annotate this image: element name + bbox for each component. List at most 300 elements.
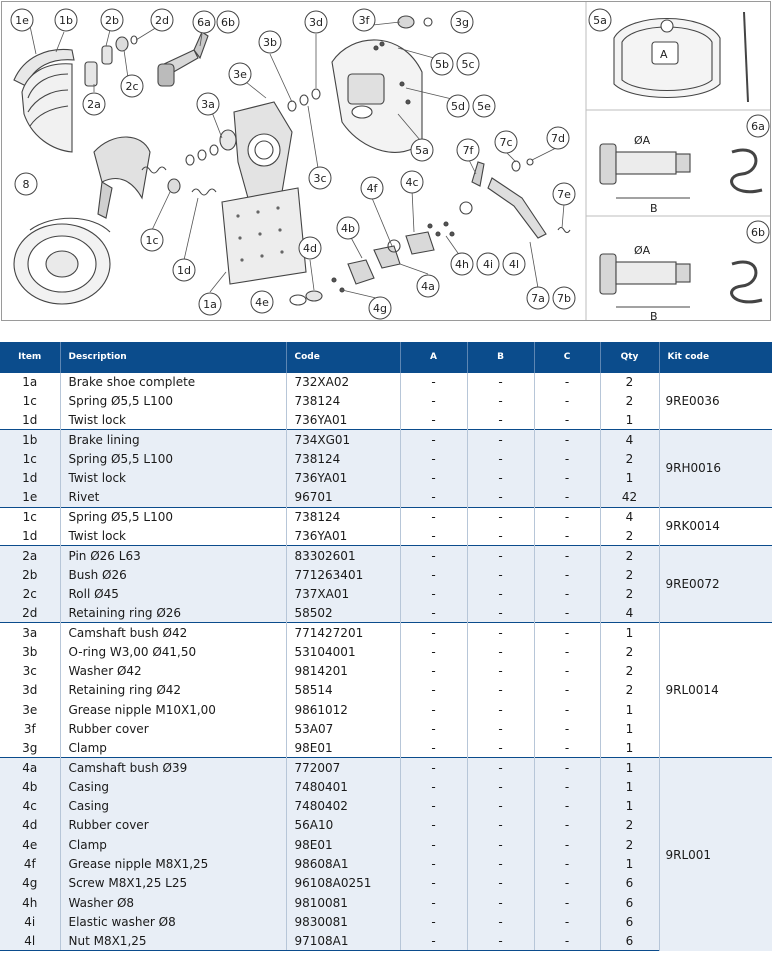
cell-c: -	[534, 739, 600, 758]
header-c: C	[534, 342, 600, 372]
cell-b: -	[467, 719, 534, 738]
diagram-artwork	[2, 2, 771, 321]
cell-c: -	[534, 507, 600, 526]
dim-diameter-a-6a: ØA	[634, 134, 651, 147]
callout-1c	[141, 229, 163, 251]
svg-text:2c: 2c	[125, 80, 139, 93]
cell-code: 53104001	[286, 642, 400, 661]
svg-text:2a: 2a	[87, 98, 101, 111]
cell-item: 4g	[0, 874, 60, 893]
cell-qty: 42	[600, 488, 659, 507]
cell-code: 98E01	[286, 739, 400, 758]
svg-text:3g: 3g	[455, 16, 469, 29]
cell-b: -	[467, 411, 534, 430]
table-row	[0, 449, 772, 468]
cell-a: -	[400, 449, 467, 468]
cell-qty: 2	[600, 681, 659, 700]
table-row	[0, 604, 772, 623]
cell-code: 9814201	[286, 661, 400, 680]
svg-text:3c: 3c	[313, 172, 327, 185]
cell-item: 1d	[0, 411, 60, 430]
cell-qty: 1	[600, 739, 659, 758]
cell-a: -	[400, 835, 467, 854]
cell-item: 2b	[0, 565, 60, 584]
svg-text:1a: 1a	[203, 298, 217, 311]
cell-b: -	[467, 546, 534, 565]
cell-code: 736YA01	[286, 468, 400, 487]
cell-b: -	[467, 835, 534, 854]
table-row	[0, 739, 772, 758]
cell-b: -	[467, 449, 534, 468]
cell-b: -	[467, 430, 534, 449]
table-row	[0, 719, 772, 738]
callout-4g	[369, 297, 391, 319]
cell-qty: 2	[600, 835, 659, 854]
cell-c: -	[534, 719, 600, 738]
callout-7a	[527, 287, 549, 309]
svg-text:8: 8	[22, 178, 30, 191]
cell-qty: 1	[600, 411, 659, 430]
callout-5e	[473, 95, 495, 117]
cell-qty: 6	[600, 912, 659, 931]
cell-a: -	[400, 912, 467, 931]
dim-diameter-a-6b: ØA	[634, 244, 651, 257]
cell-description: Rubber cover	[60, 719, 286, 738]
cell-qty: 2	[600, 546, 659, 565]
table-body	[0, 372, 772, 951]
table-row	[0, 681, 772, 700]
callout-4a	[417, 275, 439, 297]
cell-description: Twist lock	[60, 468, 286, 487]
svg-text:1c: 1c	[145, 234, 159, 247]
cell-item: 1c	[0, 507, 60, 526]
svg-text:3d: 3d	[309, 16, 323, 29]
cell-b: -	[467, 700, 534, 719]
table-row	[0, 932, 772, 951]
cell-item: 4l	[0, 932, 60, 951]
svg-text:2d: 2d	[155, 14, 169, 27]
cell-item: 3b	[0, 642, 60, 661]
cell-a: -	[400, 411, 467, 430]
cell-qty: 1	[600, 758, 659, 777]
cell-description: O-ring W3,00 Ø41,50	[60, 642, 286, 661]
callout-8	[15, 173, 37, 195]
callout-4l	[503, 253, 525, 275]
cell-a: -	[400, 874, 467, 893]
cell-description: Grease nipple M10X1,00	[60, 700, 286, 719]
svg-text:7f: 7f	[462, 144, 474, 157]
svg-text:3e: 3e	[233, 68, 247, 81]
cell-a: -	[400, 546, 467, 565]
cell-c: -	[534, 565, 600, 584]
svg-text:5a: 5a	[415, 144, 429, 157]
cell-qty: 2	[600, 661, 659, 680]
cell-a: -	[400, 526, 467, 545]
cell-b: -	[467, 681, 534, 700]
svg-text:3f: 3f	[358, 14, 370, 27]
cell-code: 96701	[286, 488, 400, 507]
cell-b: -	[467, 468, 534, 487]
cell-c: -	[534, 700, 600, 719]
cell-qty: 1	[600, 468, 659, 487]
cell-c: -	[534, 604, 600, 623]
svg-text:4b: 4b	[341, 222, 355, 235]
callout-4f	[361, 177, 383, 199]
cell-c: -	[534, 642, 600, 661]
svg-text:4a: 4a	[421, 280, 435, 293]
cell-a: -	[400, 604, 467, 623]
cell-c: -	[534, 681, 600, 700]
cell-b: -	[467, 816, 534, 835]
cell-code: 772007	[286, 758, 400, 777]
callout-6b-panel	[747, 221, 769, 243]
header-qty: Qty	[600, 342, 659, 372]
table-row	[0, 642, 772, 661]
cell-code: 734XG01	[286, 430, 400, 449]
cell-b: -	[467, 758, 534, 777]
svg-text:5b: 5b	[435, 58, 449, 71]
cell-code: 738124	[286, 507, 400, 526]
cell-c: -	[534, 893, 600, 912]
cell-description: Spring Ø5,5 L100	[60, 507, 286, 526]
svg-text:5e: 5e	[477, 100, 491, 113]
cell-item: 4e	[0, 835, 60, 854]
cell-description: Camshaft bush Ø42	[60, 623, 286, 642]
cell-a: -	[400, 565, 467, 584]
table-row	[0, 584, 772, 603]
cell-c: -	[534, 912, 600, 931]
cell-c: -	[534, 430, 600, 449]
cell-qty: 1	[600, 797, 659, 816]
cell-description: Roll Ø45	[60, 584, 286, 603]
cell-c: -	[534, 468, 600, 487]
cell-b: -	[467, 642, 534, 661]
callout-3a	[197, 93, 219, 115]
cell-description: Washer Ø8	[60, 893, 286, 912]
table-row	[0, 468, 772, 487]
callout-7d	[547, 127, 569, 149]
table-row	[0, 411, 772, 430]
parts-table	[0, 342, 772, 951]
cell-c: -	[534, 526, 600, 545]
svg-text:4e: 4e	[255, 296, 269, 309]
callout-3f	[353, 9, 375, 31]
cell-b: -	[467, 893, 534, 912]
svg-text:3b: 3b	[263, 36, 277, 49]
callout-6a-panel	[747, 115, 769, 137]
cell-item: 2d	[0, 604, 60, 623]
cell-description: Screw M8X1,25 L25	[60, 874, 286, 893]
callout-1d	[173, 259, 195, 281]
cell-code: 732XA02	[286, 372, 400, 391]
cell-a: -	[400, 623, 467, 642]
svg-text:4d: 4d	[303, 242, 317, 255]
cell-b: -	[467, 372, 534, 391]
svg-text:6b: 6b	[751, 226, 765, 239]
cell-a: -	[400, 642, 467, 661]
callout-5d	[447, 95, 469, 117]
callout-3e	[229, 63, 251, 85]
table-row	[0, 835, 772, 854]
cell-code: 83302601	[286, 546, 400, 565]
callout-6b	[217, 11, 239, 33]
cell-description: Elastic washer Ø8	[60, 912, 286, 931]
cell-code: 771263401	[286, 565, 400, 584]
cell-description: Camshaft bush Ø39	[60, 758, 286, 777]
svg-text:7a: 7a	[531, 292, 545, 305]
cell-item: 4f	[0, 854, 60, 873]
svg-text:4h: 4h	[455, 258, 469, 271]
callout-1e	[11, 9, 33, 31]
cell-a: -	[400, 488, 467, 507]
cell-item: 2a	[0, 546, 60, 565]
cell-item: 3g	[0, 739, 60, 758]
cell-kit-code: 9RH0016	[659, 430, 772, 507]
header-description: Description	[60, 342, 286, 372]
cell-description: Retaining ring Ø42	[60, 681, 286, 700]
cell-item: 4i	[0, 912, 60, 931]
cell-b: -	[467, 874, 534, 893]
callout-2a	[83, 93, 105, 115]
table-row	[0, 758, 772, 777]
cell-a: -	[400, 584, 467, 603]
cell-item: 4a	[0, 758, 60, 777]
cell-description: Pin Ø26 L63	[60, 546, 286, 565]
cell-item: 1b	[0, 430, 60, 449]
table-header	[0, 342, 772, 372]
cell-a: -	[400, 719, 467, 738]
callout-5b	[431, 53, 453, 75]
cell-qty: 6	[600, 932, 659, 951]
cell-qty: 2	[600, 526, 659, 545]
cell-item: 3e	[0, 700, 60, 719]
cell-c: -	[534, 623, 600, 642]
cell-description: Grease nipple M8X1,25	[60, 854, 286, 873]
cell-code: 9861012	[286, 700, 400, 719]
svg-text:5a: 5a	[593, 14, 607, 27]
dim-symbol-a: A	[660, 48, 668, 61]
svg-text:3a: 3a	[201, 98, 215, 111]
cell-b: -	[467, 912, 534, 931]
cell-c: -	[534, 391, 600, 410]
cell-a: -	[400, 507, 467, 526]
cell-qty: 2	[600, 816, 659, 835]
cell-b: -	[467, 565, 534, 584]
cell-description: Brake lining	[60, 430, 286, 449]
svg-text:5c: 5c	[461, 58, 475, 71]
table-row	[0, 797, 772, 816]
callout-4i	[477, 253, 499, 275]
cell-a: -	[400, 854, 467, 873]
callout-5a-top	[589, 9, 611, 31]
callout-7f	[457, 139, 479, 161]
callout-4e	[251, 291, 273, 313]
cell-qty: 1	[600, 623, 659, 642]
svg-text:1b: 1b	[59, 14, 73, 27]
cell-code: 58514	[286, 681, 400, 700]
dim-length-b-6a: B	[650, 202, 658, 215]
cell-c: -	[534, 797, 600, 816]
cell-b: -	[467, 488, 534, 507]
cell-qty: 1	[600, 777, 659, 796]
cell-b: -	[467, 584, 534, 603]
callout-4d	[299, 237, 321, 259]
cell-code: 58502	[286, 604, 400, 623]
cell-description: Rivet	[60, 488, 286, 507]
callout-4c	[401, 171, 423, 193]
cell-description: Twist lock	[60, 526, 286, 545]
cell-a: -	[400, 468, 467, 487]
cell-c: -	[534, 777, 600, 796]
header-kit-code: Kit code	[659, 342, 772, 372]
svg-text:6a: 6a	[751, 120, 765, 133]
svg-text:7c: 7c	[499, 136, 513, 149]
exploded-parts-diagram	[1, 1, 771, 321]
cell-item: 1e	[0, 488, 60, 507]
table-row	[0, 912, 772, 931]
callout-7c	[495, 131, 517, 153]
svg-text:6a: 6a	[197, 16, 211, 29]
cell-item: 4d	[0, 816, 60, 835]
dim-length-b-6b: B	[650, 310, 658, 322]
cell-c: -	[534, 411, 600, 430]
table-row	[0, 488, 772, 507]
table-row	[0, 661, 772, 680]
cell-qty: 2	[600, 565, 659, 584]
cell-qty: 2	[600, 391, 659, 410]
cell-a: -	[400, 816, 467, 835]
header-b: B	[467, 342, 534, 372]
cell-b: -	[467, 526, 534, 545]
callout-4b	[337, 217, 359, 239]
cell-item: 3d	[0, 681, 60, 700]
svg-text:6b: 6b	[221, 16, 235, 29]
table-row	[0, 854, 772, 873]
cell-item: 1c	[0, 391, 60, 410]
cell-code: 736YA01	[286, 526, 400, 545]
cell-item: 4h	[0, 893, 60, 912]
table-row	[0, 546, 772, 565]
callout-2d	[151, 9, 173, 31]
cell-code: 96108A0251	[286, 874, 400, 893]
table-row	[0, 700, 772, 719]
cell-code: 56A10	[286, 816, 400, 835]
cell-description: Casing	[60, 777, 286, 796]
cell-code: 737XA01	[286, 584, 400, 603]
cell-description: Nut M8X1,25	[60, 932, 286, 951]
cell-a: -	[400, 893, 467, 912]
callout-3b	[259, 31, 281, 53]
cell-b: -	[467, 932, 534, 951]
svg-text:4c: 4c	[405, 176, 419, 189]
cell-qty: 2	[600, 449, 659, 468]
cell-code: 7480402	[286, 797, 400, 816]
cell-c: -	[534, 488, 600, 507]
cell-item: 1c	[0, 449, 60, 468]
table-row	[0, 372, 772, 391]
cell-c: -	[534, 835, 600, 854]
callout-7b	[553, 287, 575, 309]
svg-text:7d: 7d	[551, 132, 565, 145]
svg-text:1d: 1d	[177, 264, 191, 277]
cell-description: Brake shoe complete	[60, 372, 286, 391]
cell-b: -	[467, 391, 534, 410]
cell-a: -	[400, 758, 467, 777]
svg-text:1e: 1e	[15, 14, 29, 27]
cell-b: -	[467, 507, 534, 526]
cell-code: 98E01	[286, 835, 400, 854]
cell-b: -	[467, 661, 534, 680]
callout-3d	[305, 11, 327, 33]
cell-item: 3c	[0, 661, 60, 680]
cell-a: -	[400, 797, 467, 816]
cell-qty: 6	[600, 874, 659, 893]
cell-a: -	[400, 681, 467, 700]
cell-c: -	[534, 449, 600, 468]
cell-qty: 1	[600, 700, 659, 719]
table-row	[0, 507, 772, 526]
cell-description: Spring Ø5,5 L100	[60, 391, 286, 410]
cell-b: -	[467, 797, 534, 816]
cell-code: 736YA01	[286, 411, 400, 430]
cell-a: -	[400, 430, 467, 449]
callout-4h	[451, 253, 473, 275]
cell-kit-code: 9RK0014	[659, 507, 772, 546]
callout-7e	[553, 183, 575, 205]
table-row	[0, 893, 772, 912]
cell-c: -	[534, 372, 600, 391]
cell-b: -	[467, 604, 534, 623]
table-row	[0, 623, 772, 642]
cell-code: 7480401	[286, 777, 400, 796]
cell-description: Rubber cover	[60, 816, 286, 835]
table-row	[0, 777, 772, 796]
table-row	[0, 816, 772, 835]
cell-item: 1a	[0, 372, 60, 391]
cell-kit-code: 9RE0036	[659, 372, 772, 430]
cell-b: -	[467, 739, 534, 758]
cell-item: 3a	[0, 623, 60, 642]
cell-kit-code: 9RE0072	[659, 546, 772, 623]
table-row	[0, 391, 772, 410]
cell-item: 3f	[0, 719, 60, 738]
cell-qty: 2	[600, 372, 659, 391]
svg-text:5d: 5d	[451, 100, 465, 113]
table-row	[0, 874, 772, 893]
callout-3c	[309, 167, 331, 189]
cell-item: 2c	[0, 584, 60, 603]
cell-description: Twist lock	[60, 411, 286, 430]
cell-kit-code: 9RL001	[659, 758, 772, 951]
cell-code: 738124	[286, 391, 400, 410]
callout-6a	[193, 11, 215, 33]
cell-code: 9810081	[286, 893, 400, 912]
cell-code: 771427201	[286, 623, 400, 642]
cell-a: -	[400, 391, 467, 410]
table-row	[0, 565, 772, 584]
cell-code: 98608A1	[286, 854, 400, 873]
cell-item: 4c	[0, 797, 60, 816]
callout-1a	[199, 293, 221, 315]
cell-b: -	[467, 777, 534, 796]
part-drawings	[14, 12, 762, 307]
table-row	[0, 430, 772, 449]
cell-code: 53A07	[286, 719, 400, 738]
cell-c: -	[534, 661, 600, 680]
svg-text:4f: 4f	[366, 182, 378, 195]
cell-qty: 1	[600, 854, 659, 873]
cell-a: -	[400, 661, 467, 680]
